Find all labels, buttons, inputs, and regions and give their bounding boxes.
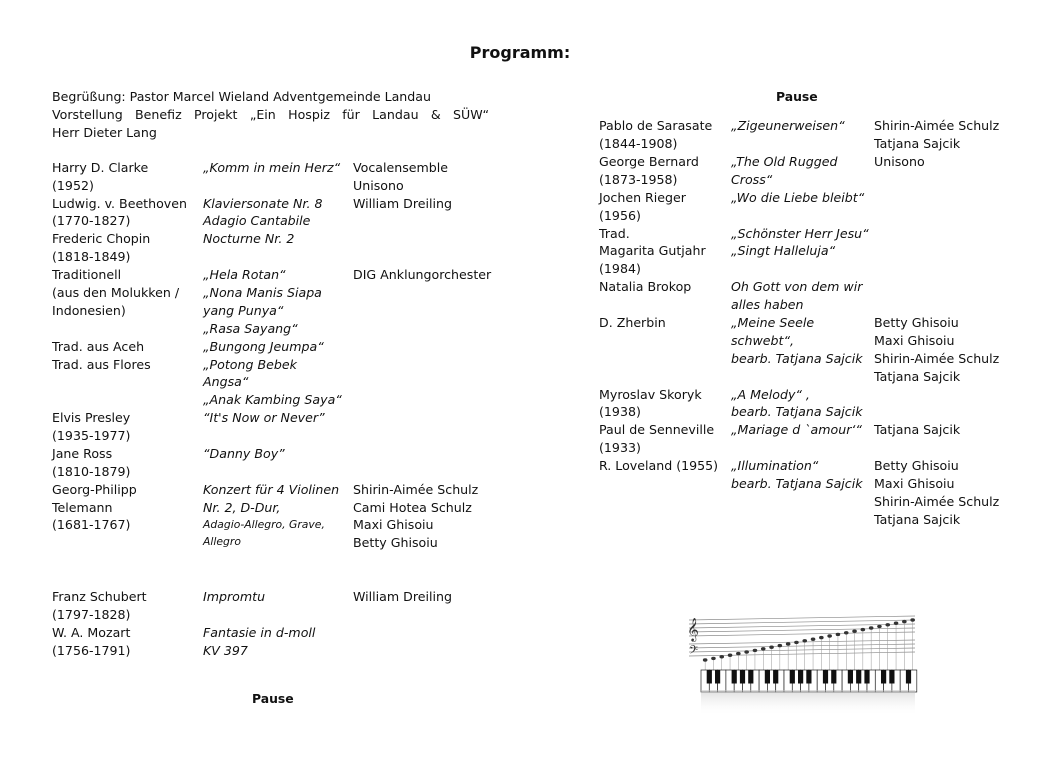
composer-dates: (1844-1908) — [599, 136, 678, 151]
performer: Maxi Ghisoiu — [874, 476, 955, 491]
work-title: KV 397 — [203, 643, 248, 658]
composer-name: Jochen Rieger — [599, 190, 686, 205]
work-title: „Illumination“ — [731, 458, 819, 473]
composer-dates: (1681-1767) — [52, 517, 131, 532]
composer-name: Jane Ross — [52, 446, 113, 461]
composer-origin: (aus den Molukken / — [52, 285, 180, 300]
intro-presentation: Vorstellung Benefiz Projekt „Ein Hospiz für Landau & SÜW“ — [52, 107, 489, 122]
composer-dates: (1797-1828) — [52, 607, 131, 622]
work-title: „Rasa Sayang“ — [203, 321, 298, 336]
work-title: „Bungong Jeumpa“ — [203, 339, 324, 354]
composer-name: Traditionell — [52, 267, 122, 282]
composer-name: R. Loveland (1955) — [599, 458, 719, 473]
work-title: yang Punya“ — [203, 303, 284, 318]
performer: William Dreiling — [353, 196, 452, 211]
arrangement: bearb. Tatjana Sajcik — [731, 351, 863, 366]
composer-dates: (1938) — [599, 404, 641, 419]
work-title: „Zigeunerweisen“ — [731, 118, 845, 133]
work-title: Konzert für 4 Violinen — [203, 482, 340, 497]
performer: Shirin-Aimée Schulz — [874, 118, 1000, 133]
work-title: “It's Now or Never” — [203, 410, 325, 425]
intro-speaker: Herr Dieter Lang — [52, 125, 157, 140]
composer-dates: (1935-1977) — [52, 428, 131, 443]
performer: Shirin-Aimée Schulz — [874, 351, 1000, 366]
work-title: Adagio Cantabile — [203, 213, 311, 228]
composer-name: Natalia Brokop — [599, 279, 692, 294]
performer: Tatjana Sajcik — [874, 512, 961, 527]
performer: Tatjana Sajcik — [874, 369, 961, 384]
composer-name: Trad. aus Aceh — [52, 339, 145, 354]
composer-name: Elvis Presley — [52, 410, 131, 425]
work-title: Oh Gott von dem wir — [731, 279, 863, 294]
work-title: Nr. 2, D-Dur, — [203, 500, 281, 515]
composer-name: W. A. Mozart — [52, 625, 131, 640]
work-title: „Meine Seele — [731, 315, 815, 330]
work-title: „Hela Rotan“ — [203, 267, 286, 282]
composer-name: Magarita Gutjahr — [599, 243, 706, 258]
intro-greeting: Begrüßung: Pastor Marcel Wieland Adventgemeinde Landau — [52, 89, 431, 104]
composer-name: Harry D. Clarke — [52, 160, 149, 175]
intro — [52, 88, 489, 142]
composer-dates: (1952) — [52, 178, 94, 193]
arrangement: bearb. Tatjana Sajcik — [731, 404, 863, 419]
composer-name: D. Zherbin — [599, 315, 666, 330]
work-title: „Schönster Herr Jesu“ — [731, 226, 869, 241]
work-title: „Mariage d `amour‘“ — [731, 422, 862, 437]
composer-name: Franz Schubert — [52, 589, 147, 604]
work-title: „Anak Kambing Saya“ — [203, 392, 342, 407]
arrangement: bearb. Tatjana Sajcik — [731, 476, 863, 491]
work-title: „Potong Bebek — [203, 357, 297, 372]
page-title: Programm: — [469, 43, 571, 62]
performer: Maxi Ghisoiu — [353, 517, 434, 532]
pause-label: Pause — [252, 691, 294, 706]
performer: Unisono — [874, 154, 925, 169]
work-title: schwebt“, — [731, 333, 794, 348]
composer-dates: (1873-1958) — [599, 172, 678, 187]
composer-dates: (1756-1791) — [52, 643, 131, 658]
composer-name: George Bernard — [599, 154, 699, 169]
composer-name: Trad. aus Flores — [52, 357, 151, 372]
composer-name: Georg-Philipp — [52, 482, 137, 497]
composer-name: Telemann — [52, 500, 113, 515]
performer: Cami Hotea Schulz — [353, 500, 472, 515]
work-title: „The Old Rugged — [731, 154, 838, 169]
work-title: Cross“ — [731, 172, 773, 187]
work-title: Nocturne Nr. 2 — [203, 231, 295, 246]
composer-name: Ludwig. v. Beethoven — [52, 196, 187, 211]
composer-dates: (1770-1827) — [52, 213, 131, 228]
composer-name: Pablo de Sarasate — [599, 118, 713, 133]
composer-dates: (1956) — [599, 208, 641, 223]
work-title: “Danny Boy” — [203, 446, 285, 461]
performer: Shirin-Aimée Schulz — [353, 482, 479, 497]
work-title: „A Melody“ , — [731, 387, 810, 402]
composer-name: Myroslav Skoryk — [599, 387, 702, 402]
piano-keyboard-with-staff-icon — [683, 608, 919, 722]
performer: Maxi Ghisoiu — [874, 333, 955, 348]
pause-label: Pause — [776, 89, 818, 104]
work-movements: Allegro — [203, 535, 241, 548]
svg-text:𝄢: 𝄢 — [689, 644, 699, 660]
composer-name: Frederic Chopin — [52, 231, 151, 246]
composer-dates: (1810-1879) — [52, 464, 131, 479]
performer: Tatjana Sajcik — [874, 136, 961, 151]
work-movements: Adagio-Allegro, Grave, — [203, 518, 325, 531]
performer: Betty Ghisoiu — [874, 458, 959, 473]
work-title: „Singt Halleluja“ — [731, 243, 836, 258]
performer: Betty Ghisoiu — [874, 315, 959, 330]
work-title: Angsa“ — [203, 374, 249, 389]
composer-name: Paul de Senneville — [599, 422, 715, 437]
work-title: Impromtu — [203, 589, 266, 604]
work-title: Klaviersonate Nr. 8 — [203, 196, 323, 211]
work-title: „Wo die Liebe bleibt“ — [731, 190, 865, 205]
work-title: Fantasie in d-moll — [203, 625, 316, 640]
work-title: alles haben — [731, 297, 804, 312]
composer-dates: (1984) — [599, 261, 641, 276]
performer: Unisono — [353, 178, 404, 193]
performer: Betty Ghisoiu — [353, 535, 438, 550]
performer: DIG Anklungorchester — [353, 267, 492, 282]
work-title: „Nona Manis Siapa — [203, 285, 322, 300]
performer: Vocalensemble — [353, 160, 449, 175]
performer: Shirin-Aimée Schulz — [874, 494, 1000, 509]
composer-dates: (1933) — [599, 440, 641, 455]
work-title: „Komm in mein Herz“ — [203, 160, 341, 175]
performer: Tatjana Sajcik — [874, 422, 961, 437]
svg-text:𝄞: 𝄞 — [687, 617, 699, 641]
composer-origin: Indonesien) — [52, 303, 126, 318]
performer: William Dreiling — [353, 589, 452, 604]
composer-dates: (1818-1849) — [52, 249, 131, 264]
composer-name: Trad. — [599, 226, 630, 241]
